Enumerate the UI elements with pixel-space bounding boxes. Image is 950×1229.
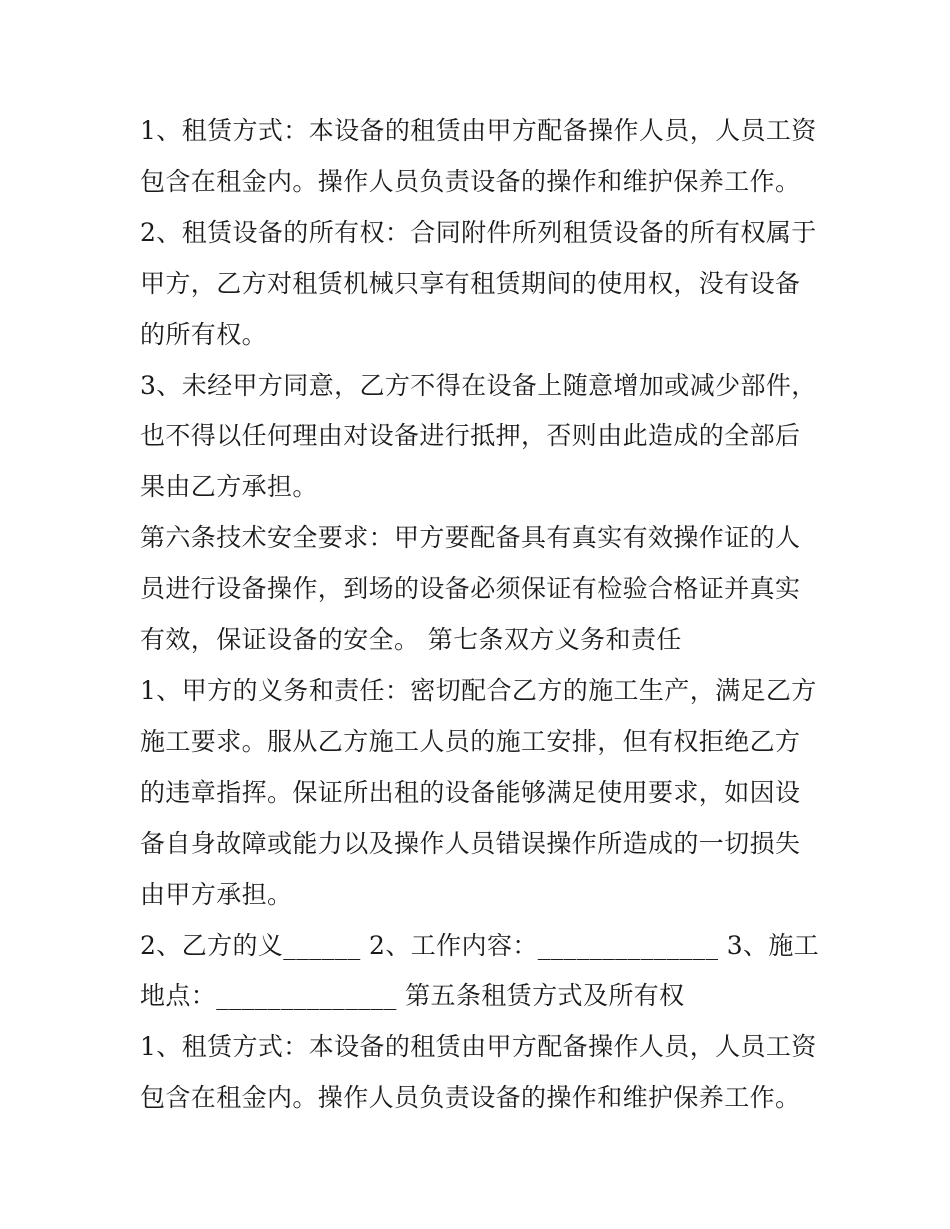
paragraph-party-b-duties: 2、乙方的义______ 2、工作内容：______________ 3、施工地点：______________ 第五条租赁方式及所有权 <box>140 930 820 1011</box>
document-body <box>140 106 820 1124</box>
paragraph-no-modification: 3、未经甲方同意，乙方不得在设备上随意增加或减少部件，也不得以任何理由对设备进行抵押，否则由此造成的全部后果由乙方承担。 <box>140 370 817 502</box>
paragraph-party-a-duties: 1、甲方的义务和责任：密切配合乙方的施工生产，满足乙方施工要求。服从乙方施工人员的施工安排，但有权拒绝乙方的违章指挥。保证所出租的设备能够满足使用要求，如因设备自身故障或能力以及操作人员错误操作所造成的一切损失由甲方承担。 <box>140 675 817 909</box>
paragraph-ownership: 2、租赁设备的所有权：合同附件所列租赁设备的所有权属于甲方，乙方对租赁机械只享有租赁期间的使用权，没有设备的所有权。 <box>140 217 817 349</box>
paragraph-rental-method-repeat: 1、租赁方式：本设备的租赁由甲方配备操作人员，人员工资包含在租金内。操作人员负责设备的操作和维护保养工作。 <box>140 1032 817 1113</box>
paragraph-safety-requirements: 第六条技术安全要求：甲方要配备具有真实有效操作证的人员进行设备操作，到场的设备必须保证有检验合格证并真实有效，保证设备的安全。 第七条双方义务和责任 <box>140 523 801 655</box>
paragraph-rental-method: 1、租赁方式：本设备的租赁由甲方配备操作人员，人员工资包含在租金内。操作人员负责设备的操作和维护保养工作。 <box>140 116 817 196</box>
